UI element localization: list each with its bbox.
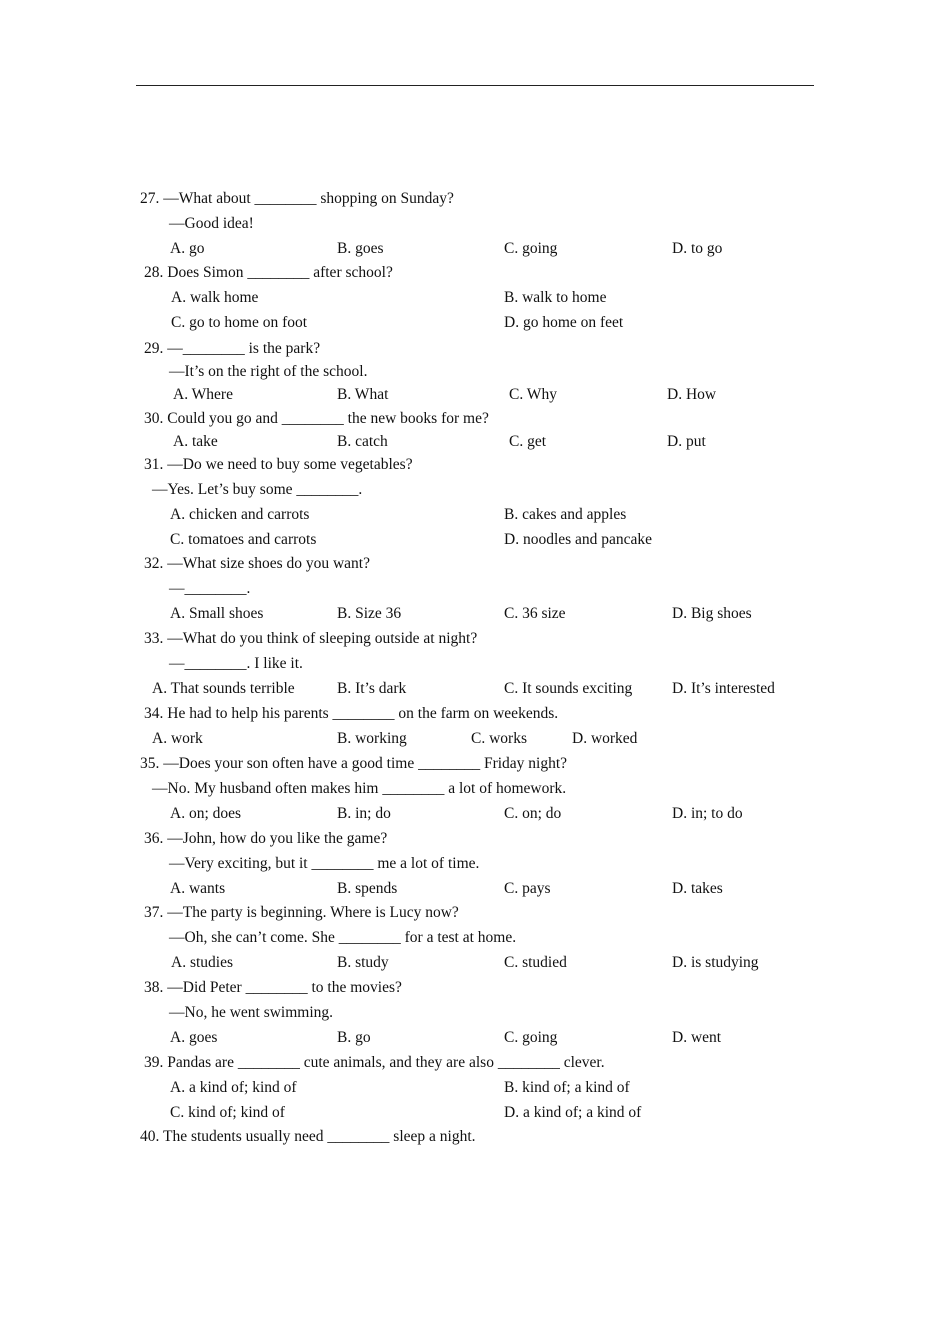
option-36-d: D. takes: [672, 880, 723, 897]
question-number: 34.: [144, 705, 164, 722]
option-29-c: C. Why: [509, 386, 557, 403]
question-stem: —What do you think of sleeping outside at night?: [167, 630, 478, 647]
question-number: 33.: [144, 630, 164, 647]
option-37-c: C. studied: [504, 954, 567, 971]
option-36-c: C. pays: [504, 880, 551, 897]
question-stem: —Did Peter ________ to the movies?: [167, 979, 402, 996]
question-number: 32.: [144, 555, 164, 572]
option-33-a: A. That sounds terrible: [152, 680, 295, 697]
option-27-c: C. going: [504, 240, 558, 257]
question-35: [140, 754, 567, 774]
question-32: [144, 554, 370, 574]
question-34: [144, 704, 558, 724]
option-35-c: C. on; do: [504, 805, 562, 822]
question-30: [144, 409, 489, 429]
option-34-d: D. worked: [572, 730, 638, 747]
question-stem: —What size shoes do you want?: [167, 555, 370, 572]
question-number: 35.: [140, 755, 160, 772]
option-39-a: A. a kind of; kind of: [170, 1079, 297, 1096]
question-33: [144, 629, 477, 649]
option-36-b: B. spends: [337, 880, 398, 897]
question-36-reply: —Very exciting, but it ________ me a lot of time.: [169, 855, 480, 872]
question-number: 29.: [144, 340, 164, 357]
question-31-reply: —Yes. Let’s buy some ________.: [152, 481, 363, 498]
question-32-reply: —________.: [169, 580, 251, 597]
option-36-a: A. wants: [170, 880, 226, 897]
option-33-d: D. It’s interested: [672, 680, 775, 697]
question-stem: He had to help his parents ________ on the farm on weekends.: [167, 705, 559, 722]
option-27-b: B. goes: [337, 240, 384, 257]
option-37-a: A. studies: [171, 954, 233, 971]
option-29-d: D. How: [667, 386, 717, 403]
question-stem: The students usually need ________ sleep a night.: [162, 1128, 476, 1145]
option-30-d: D. put: [667, 433, 706, 450]
option-32-b: B. Size 36: [337, 605, 402, 622]
option-35-d: D. in; to do: [672, 805, 743, 822]
question-35-reply: —No. My husband often makes him ________ a lot of homework.: [152, 780, 567, 797]
option-39-d: D. a kind of; a kind of: [504, 1104, 642, 1121]
option-29-a: A. Where: [173, 386, 233, 403]
option-38-a: A. goes: [170, 1029, 218, 1046]
option-30-a: A. take: [173, 433, 218, 450]
question-number: 39.: [144, 1054, 164, 1071]
option-32-a: A. Small shoes: [170, 605, 264, 622]
question-stem: —What about ________ shopping on Sunday?: [163, 190, 454, 207]
question-37: [144, 903, 459, 923]
option-35-b: B. in; do: [337, 805, 391, 822]
question-stem: —Do we need to buy some vegetables?: [167, 456, 413, 473]
question-number: 38.: [144, 979, 164, 996]
question-38: [144, 978, 402, 998]
option-32-c: C. 36 size: [504, 605, 566, 622]
question-28: [144, 263, 393, 283]
option-32-d: D. Big shoes: [672, 605, 752, 622]
option-34-c: C. works: [471, 730, 527, 747]
question-stem: —John, how do you like the game?: [167, 830, 388, 847]
question-31: [144, 455, 413, 475]
option-29-b: B. What: [337, 386, 389, 403]
question-36: [144, 829, 387, 849]
question-38-reply: —No, he went swimming.: [169, 1004, 334, 1021]
question-stem: —________ is the park?: [167, 340, 321, 357]
question-stem: Pandas are ________ cute animals, and they are also ________ clever.: [167, 1054, 605, 1071]
question-29: [144, 339, 320, 359]
option-39-b: B. kind of; a kind of: [504, 1079, 630, 1096]
question-number: 30.: [144, 410, 164, 427]
option-27-d: D. to go: [672, 240, 723, 257]
option-33-c: C. It sounds exciting: [504, 680, 633, 697]
option-37-d: D. is studying: [672, 954, 759, 971]
question-stem: Could you go and ________ the new books for me?: [167, 410, 489, 427]
question-number: 27.: [140, 190, 160, 207]
option-31-b: B. cakes and apples: [504, 506, 627, 523]
question-39: [144, 1053, 605, 1073]
option-35-a: A. on; does: [170, 805, 242, 822]
question-33-reply: —________. I like it.: [169, 655, 303, 672]
option-27-a: A. go: [170, 240, 205, 257]
question-number: 31.: [144, 456, 164, 473]
question-number: 40.: [140, 1128, 160, 1145]
option-30-c: C. get: [509, 433, 547, 450]
option-39-c: C. kind of; kind of: [170, 1104, 285, 1121]
question-27-reply: —Good idea!: [169, 215, 254, 232]
question-29-reply: —It’s on the right of the school.: [169, 363, 368, 380]
option-38-d: D. went: [672, 1029, 722, 1046]
question-stem: —The party is beginning. Where is Lucy now?: [167, 904, 459, 921]
option-31-c: C. tomatoes and carrots: [170, 531, 317, 548]
option-37-b: B. study: [337, 954, 389, 971]
option-28-c: C. go to home on foot: [171, 314, 308, 331]
question-40: [140, 1127, 476, 1147]
option-34-a: A. work: [152, 730, 203, 747]
option-30-b: B. catch: [337, 433, 388, 450]
header-rule: [136, 85, 814, 86]
question-stem: —Does your son often have a good time ________ Friday night?: [163, 755, 568, 772]
question-37-reply: —Oh, she can’t come. She ________ for a test at home.: [169, 929, 517, 946]
question-stem: Does Simon ________ after school?: [167, 264, 393, 281]
option-33-b: B. It’s dark: [337, 680, 407, 697]
question-number: 37.: [144, 904, 164, 921]
option-31-d: D. noodles and pancake: [504, 531, 653, 548]
option-34-b: B. working: [337, 730, 407, 747]
option-31-a: A. chicken and carrots: [170, 506, 310, 523]
option-28-d: D. go home on feet: [504, 314, 624, 331]
question-27: [140, 189, 454, 209]
question-number: 28.: [144, 264, 164, 281]
question-number: 36.: [144, 830, 164, 847]
option-28-b: B. walk to home: [504, 289, 607, 306]
option-38-b: B. go: [337, 1029, 371, 1046]
option-38-c: C. going: [504, 1029, 558, 1046]
option-28-a: A. walk home: [171, 289, 259, 306]
